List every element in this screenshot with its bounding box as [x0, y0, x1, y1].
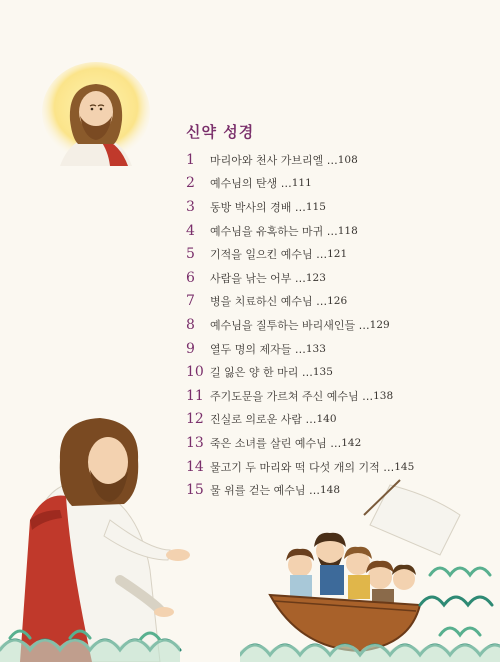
toc-entry-title: 죽은 소녀를 살린 예수님 …	[210, 436, 342, 450]
jesus-portrait-illustration	[40, 62, 152, 166]
toc-entry-page: 135	[312, 366, 333, 379]
toc-entry-number: 2	[186, 175, 195, 192]
toc-entry-page: 123	[305, 271, 326, 284]
toc-entry-page: 129	[369, 318, 390, 331]
toc-entry[interactable]	[186, 431, 486, 455]
toc-entry-title: 길 잃은 양 한 마리 …	[210, 366, 313, 380]
toc-entry[interactable]	[186, 148, 486, 172]
toc-entry-number: 13	[186, 434, 204, 451]
toc-entry-title: 예수님을 질투하는 바리새인들 …	[210, 318, 370, 332]
toc-entry-title: 진실로 의로운 사람 …	[210, 413, 317, 427]
toc-entry-number: 8	[186, 316, 195, 333]
toc-entry[interactable]	[186, 290, 486, 314]
toc-entry-number: 10	[186, 364, 204, 381]
toc-entry-title: 기적을 일으킨 예수님 …	[210, 248, 328, 262]
toc-entry[interactable]	[186, 408, 486, 432]
toc-entry[interactable]	[186, 172, 486, 196]
toc-entry[interactable]	[186, 242, 486, 266]
boat-disciples-illustration	[240, 455, 500, 662]
toc-entry-page: 140	[316, 413, 337, 426]
toc-entry-title: 병을 치료하신 예수님 …	[210, 295, 328, 309]
toc-entry-page: 148	[320, 484, 341, 497]
toc-entry-number: 12	[186, 411, 204, 428]
toc-entry-page: 138	[373, 389, 394, 402]
toc-entry-number: 15	[186, 482, 204, 499]
toc-entry-page: 133	[305, 342, 326, 355]
toc-entry-title: 예수님의 탄생 …	[210, 177, 292, 191]
toc-entry-title: 물 위를 걷는 예수님 …	[210, 484, 320, 498]
toc-entry[interactable]	[186, 360, 486, 384]
toc-entry-page: 121	[327, 248, 348, 261]
toc-entry[interactable]	[186, 219, 486, 243]
toc-entry-title: 동방 박사의 경배 …	[210, 200, 306, 214]
toc-entry-title: 물고기 두 마리와 떡 다섯 개의 기적 …	[210, 460, 395, 474]
toc-entry-page: 145	[394, 460, 415, 473]
toc-entry-page: 115	[305, 200, 326, 213]
toc-entry-page: 108	[337, 153, 358, 166]
toc-entry-title: 주기도문을 가르쳐 주신 예수님 …	[210, 389, 374, 403]
toc-entry[interactable]	[186, 313, 486, 337]
toc-entry[interactable]	[186, 384, 486, 408]
toc-entry-title: 마리아와 천사 가브리엘 …	[210, 153, 338, 167]
toc-entry-number: 7	[186, 293, 195, 310]
toc-entry-page: 111	[291, 177, 312, 190]
toc-entry[interactable]	[186, 195, 486, 219]
toc-entry-number: 5	[186, 246, 195, 263]
toc-entry-number: 3	[186, 198, 195, 215]
toc-entry-title: 예수님을 유혹하는 마귀 …	[210, 224, 338, 238]
toc-entry[interactable]	[186, 266, 486, 290]
table-of-contents	[186, 148, 486, 502]
toc-entry-page: 126	[327, 295, 348, 308]
toc-entry-number: 4	[186, 222, 195, 239]
toc-entry-number: 9	[186, 340, 195, 357]
toc-entry-title: 사람을 낚는 어부 …	[210, 271, 306, 285]
toc-entry-number: 14	[186, 458, 204, 475]
toc-entry-number: 6	[186, 269, 195, 286]
toc-entry-page: 142	[341, 436, 362, 449]
toc-entry-title: 열두 명의 제자들 …	[210, 342, 306, 356]
toc-entry-page: 118	[337, 224, 358, 237]
toc-entry-number: 1	[186, 151, 195, 168]
toc-entry-number: 11	[186, 387, 204, 404]
jesus-walking-illustration	[0, 400, 210, 662]
toc-entry[interactable]	[186, 337, 486, 361]
section-title: 신약 성경	[186, 123, 255, 141]
